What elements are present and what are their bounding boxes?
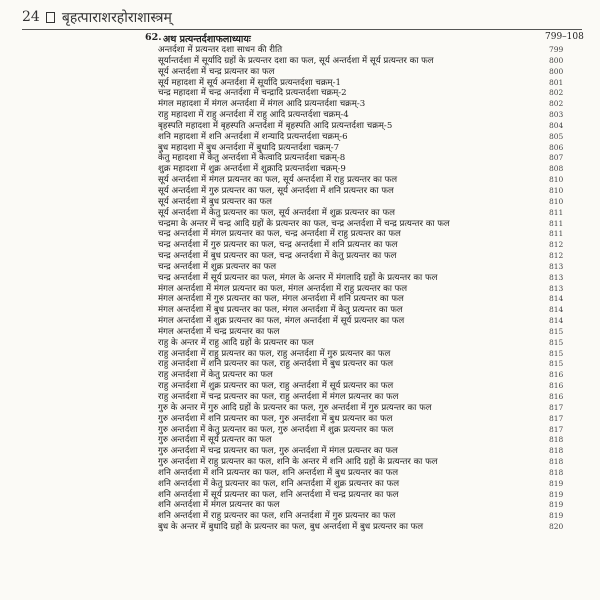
- entry-page-number: 806: [549, 142, 564, 152]
- entry-page-number: 811: [549, 218, 564, 228]
- contents-entry: [0, 153, 600, 164]
- entry-page-number: 803: [549, 110, 564, 120]
- entry-page-number: 817: [549, 413, 564, 423]
- contents-entry: [0, 208, 600, 219]
- entry-text: मंगल अन्तर्दशा में मंगल प्रत्यन्तर का फल, मंगल अन्तर्दशा में राहु प्रत्यन्तर का फल: [158, 283, 408, 294]
- contents-entry: [0, 88, 600, 99]
- entry-text: गुरु अन्तर्दशा में राहु प्रत्यन्तर का फल, शनि के अन्तर में शनि आदि ग्रहों के प्रत्यन्तर का फल: [158, 457, 438, 468]
- entry-page-number: 813: [549, 272, 564, 282]
- entry-text: बृहस्पति महादशा में बृहस्पति अन्तर्दशा में बृहस्पति आदि प्रत्यन्तर्दशा चक्रम्-5: [158, 120, 393, 131]
- contents-entry: [0, 262, 600, 273]
- contents-entry: [0, 219, 600, 230]
- entry-text: सूर्यान्तर्दशा में सूर्यादि ग्रहों के प्रत्यन्तर दशा का फल, सूर्य अन्तर्दशा में सूर्य प्रत्यन्तर का फल: [158, 55, 434, 66]
- entry-page-number: 815: [549, 326, 564, 336]
- entry-text: राहु अन्तर्दशा में राहु प्रत्यन्तर का फल, राहु अन्तर्दशा में गुरु प्रत्यन्तर का फल: [158, 348, 391, 359]
- entry-text: शनि महादशा में शनि अन्तर्दशा में शन्यादि प्रत्यन्तर्दशा चक्रम्-6: [158, 131, 348, 142]
- entry-page-number: 804: [549, 120, 564, 130]
- entry-text: राहु महादशा में राहु अन्तर्दशा में राहु आदि प्रत्यन्तर्दशा चक्रम्-4: [158, 110, 349, 121]
- entry-page-number: 819: [549, 478, 564, 488]
- chapter-number: 62.: [145, 32, 162, 43]
- entry-text: सूर्य अन्तर्दशा में बुध प्रत्यन्तर का फल: [158, 196, 272, 207]
- entry-page-number: 817: [549, 424, 564, 434]
- contents-entry: [0, 425, 600, 436]
- entry-text: राहु अन्तर्दशा में चन्द्र प्रत्यन्तर का फल, राहु अन्तर्दशा में मंगल प्रत्यन्तर का फल: [158, 392, 399, 402]
- entry-page-number: 814: [549, 316, 564, 326]
- contents-entry: [0, 78, 600, 89]
- contents-entry: [0, 479, 600, 490]
- contents-entry: [0, 490, 600, 501]
- entry-page-number: 819: [549, 500, 564, 510]
- entry-text: शनि अन्तर्दशा में मंगल प्रत्यन्तर का फल: [158, 500, 280, 511]
- contents-entry: [0, 45, 600, 56]
- header-rule: [22, 29, 582, 30]
- page-number: 24: [22, 9, 40, 25]
- contents-entry: [0, 132, 600, 143]
- entry-text: शनि अन्तर्दशा में सूर्य प्रत्यन्तर का फल, शनि अन्तर्दशा में चन्द्र प्रत्यन्तर का फल: [158, 489, 399, 500]
- chapter-page-range: 799–108: [545, 32, 584, 42]
- contents-entry: [0, 457, 600, 468]
- entry-page-number: 819: [549, 511, 564, 521]
- contents-entry: [0, 359, 600, 370]
- entry-text: गुरु अन्तर्दशा में सूर्य प्रत्यन्तर का फल: [158, 435, 272, 446]
- entry-text: बुध महादशा में बुध अन्तर्दशा में बुधादि प्रत्यन्तर्दशा चक्रम्-7: [158, 142, 340, 153]
- entry-text: मंगल अन्तर्दशा में गुरु प्रत्यन्तर का फल, मंगल अन्तर्दशा में शनि प्रत्यन्तर का फल: [158, 294, 404, 305]
- entry-text: राहु अन्तर्दशा में केतु प्रत्यन्तर का फल: [158, 370, 273, 381]
- entry-text: शनि अन्तर्दशा में केतु प्रत्यन्तर का फल, शनि अन्तर्दशा में शुक्र प्रत्यन्तर का फल: [158, 478, 400, 489]
- contents-entry: [0, 186, 600, 197]
- contents-entry: [0, 338, 600, 349]
- contents-entry: [0, 121, 600, 132]
- entry-text: गुरु अन्तर्दशा में केतु प्रत्यन्तर का फल, गुरु अन्तर्दशा में शुक्र प्रत्यन्तर का फल: [158, 424, 394, 435]
- entry-page-number: 818: [549, 435, 564, 445]
- entry-page-number: 816: [549, 370, 564, 380]
- contents-entry: [0, 316, 600, 327]
- entry-text: सूर्य अन्तर्दशा में मंगल प्रत्यन्तर का फल, सूर्य अन्तर्दशा में राहु प्रत्यन्तर का फल: [158, 175, 398, 186]
- contents-entry: [0, 273, 600, 284]
- contents-entry: [0, 392, 600, 403]
- contents-entry: [0, 414, 600, 425]
- entry-text: गुरु अन्तर्दशा में चन्द्र प्रत्यन्तर का फल, गुरु अन्तर्दशा में मंगल प्रत्यन्तर का फल: [158, 446, 398, 457]
- contents-entry: [0, 468, 600, 479]
- entry-text: केतु महादशा में केतु अन्तर्दशा में केत्वादि प्रत्यन्तर्दशा चक्रम्-8: [158, 153, 346, 164]
- contents-entry: [0, 403, 600, 414]
- entry-page-number: 816: [549, 381, 564, 391]
- contents-entry: [0, 251, 600, 262]
- entry-page-number: 820: [549, 522, 564, 532]
- entry-text: चन्द्र महादशा में चन्द्र अन्तर्दशा में चन्द्रादि प्रत्यन्तर्दशा चक्रम्-2: [158, 88, 347, 99]
- contents-entry: [0, 305, 600, 316]
- entry-page-number: 813: [549, 283, 564, 293]
- entry-text: राहु अन्तर्दशा में शुक्र प्रत्यन्तर का फल, राहु अन्तर्दशा में सूर्य प्रत्यन्तर का फल: [158, 381, 394, 392]
- entry-page-number: 810: [549, 196, 564, 206]
- entry-page-number: 808: [549, 164, 564, 174]
- entry-text: गुरु के अन्तर में गुरु आदि ग्रहों के प्रत्यन्तर का फल, गुरु अन्तर्दशा में गुरु प्रत्यन्तर का फल: [158, 402, 432, 413]
- entry-text: राहु अन्तर्दशा में शनि प्रत्यन्तर का फल, राहु अन्तर्दशा में बुध प्रत्यन्तर का फल: [158, 359, 394, 370]
- entry-page-number: 815: [549, 337, 564, 347]
- contents-entry: [0, 110, 600, 121]
- contents-entry: [0, 522, 600, 533]
- contents-entry: [0, 197, 600, 208]
- contents-entry: [0, 511, 600, 522]
- entry-text: चन्द्र अन्तर्दशा में शुक्र प्रत्यन्तर का फल: [158, 261, 277, 272]
- entry-page-number: 818: [549, 457, 564, 467]
- entry-page-number: 816: [549, 392, 564, 401]
- entry-page-number: 802: [549, 99, 564, 109]
- entry-text: चन्द्रमा के अन्तर में चन्द्र आदि ग्रहों के प्रत्यन्तर का फल, चन्द्र अन्तर्दशा में चन्द्र प्रत्यन्तर का फल: [158, 218, 450, 229]
- contents-entry: [0, 349, 600, 360]
- entry-text: मंगल अन्तर्दशा में बुध प्रत्यन्तर का फल, मंगल अन्तर्दशा में केतु प्रत्यन्तर का फल: [158, 305, 403, 316]
- entry-text: चन्द्र अन्तर्दशा में गुरु प्रत्यन्तर का फल, चन्द्र अन्तर्दशा में शनि प्रत्यन्तर का फल: [158, 240, 398, 251]
- entry-page-number: 800: [549, 55, 564, 65]
- contents-entry: [0, 435, 600, 446]
- contents-entry: [0, 240, 600, 251]
- chapter-heading: [0, 32, 600, 46]
- entry-text: चन्द्र अन्तर्दशा में मंगल प्रत्यन्तर का फल, चन्द्र अन्तर्दशा में राहु प्रत्यन्तर का फल: [158, 229, 401, 240]
- entry-text: शुक्र महादशा में शुक्र अन्तर्दशा में शुक्रादि प्रत्यन्तर्दशा चक्रम्-9: [158, 164, 346, 175]
- contents-entry: [0, 67, 600, 78]
- entry-text: अन्तर्दशा में प्रत्यन्तर दशा साधन की रीति: [158, 45, 283, 55]
- entry-text: चन्द्र अन्तर्दशा में सूर्य प्रत्यन्तर का फल, मंगल के अन्तर में मंगलादि ग्रहों के प्रत्यन्तर का फल: [158, 272, 438, 283]
- entry-text: शनि अन्तर्दशा में शनि प्रत्यन्तर का फल, शनि अन्तर्दशा में बुध प्रत्यन्तर का फल: [158, 467, 399, 478]
- entry-page-number: 801: [549, 77, 564, 87]
- entry-page-number: 807: [549, 153, 564, 163]
- entry-text: बुध के अन्तर में बुधादि ग्रहों के प्रत्यन्तर का फल, बुध अन्तर्दशा में बुध प्रत्यन्तर का फल: [158, 522, 424, 533]
- contents-list: [0, 45, 600, 533]
- entry-text: शनि अन्तर्दशा में राहु प्रत्यन्तर का फल, शनि अन्तर्दशा में गुरु प्रत्यन्तर का फल: [158, 511, 396, 522]
- entry-page-number: 810: [549, 175, 564, 185]
- entry-text: मंगल महादशा में मंगल अन्तर्दशा में मंगल आदि प्रत्यन्तर्दशा चक्रम्-3: [158, 99, 366, 110]
- entry-page-number: 818: [549, 467, 564, 477]
- contents-entry: [0, 175, 600, 186]
- contents-entry: [0, 164, 600, 175]
- book-title: बृहत्पाराशरहोराशास्त्रम्: [61, 9, 172, 26]
- entry-text: सूर्य महादशा में सूर्य अन्तर्दशा में सूर्यादि प्रत्यन्तर्दशा चक्रम्-1: [158, 77, 341, 88]
- entry-page-number: 815: [549, 359, 564, 369]
- contents-entry: [0, 381, 600, 392]
- entry-page-number: 811: [549, 207, 564, 217]
- entry-page-number: 812: [549, 251, 564, 261]
- entry-page-number: 811: [549, 229, 564, 239]
- contents-entry: [0, 294, 600, 305]
- entry-page-number: 815: [549, 348, 564, 358]
- entry-text: राहु के अन्तर में राहु आदि ग्रहों के प्रत्यन्तर का फल: [158, 337, 314, 348]
- entry-page-number: 817: [549, 402, 564, 412]
- entry-text: सूर्य अन्तर्दशा में केतु प्रत्यन्तर का फल, सूर्य अन्तर्दशा में शुक्र प्रत्यन्तर का फल: [158, 207, 395, 218]
- contents-entry: [0, 99, 600, 110]
- contents-entry: [0, 143, 600, 154]
- entry-page-number: 812: [549, 240, 564, 250]
- contents-entry: [0, 284, 600, 295]
- entry-page-number: 802: [549, 88, 564, 98]
- page-header: [22, 6, 582, 28]
- entry-page-number: 810: [549, 185, 564, 195]
- square-ornament-icon: [46, 12, 55, 23]
- entry-text: सूर्य अन्तर्दशा में गुरु प्रत्यन्तर का फल, सूर्य अन्तर्दशा में शनि प्रत्यन्तर का फल: [158, 185, 394, 196]
- entry-page-number: 799: [549, 45, 564, 54]
- contents-entry: [0, 56, 600, 67]
- entry-text: मंगल अन्तर्दशा में शुक्र प्रत्यन्तर का फल, मंगल अन्तर्दशा में सूर्य प्रत्यन्तर का फल: [158, 316, 405, 327]
- entry-text: गुरु अन्तर्दशा में शनि प्रत्यन्तर का फल, गुरु अन्तर्दशा में बुध प्रत्यन्तर का फल: [158, 413, 393, 424]
- entry-page-number: 818: [549, 446, 564, 456]
- entry-page-number: 805: [549, 131, 564, 141]
- entry-page-number: 819: [549, 489, 564, 499]
- chapter-title: अथ प्रत्यन्तर्दशाफलाध्यायः: [163, 34, 251, 45]
- contents-entry: [0, 500, 600, 511]
- contents-entry: [0, 327, 600, 338]
- entry-text: चन्द्र अन्तर्दशा में बुध प्रत्यन्तर का फल, चन्द्र अन्तर्दशा में केतु प्रत्यन्तर का फल: [158, 251, 397, 262]
- contents-entry: [0, 229, 600, 240]
- entry-page-number: 813: [549, 261, 564, 271]
- entry-text: मंगल अन्तर्दशा में चन्द्र प्रत्यन्तर का फल: [158, 326, 280, 337]
- entry-text: सूर्य अन्तर्दशा में चन्द्र प्रत्यन्तर का फल: [158, 66, 275, 77]
- entry-page-number: 814: [549, 294, 564, 304]
- contents-entry: [0, 370, 600, 381]
- entry-page-number: 814: [549, 305, 564, 315]
- entry-page-number: 800: [549, 66, 564, 76]
- contents-entry: [0, 446, 600, 457]
